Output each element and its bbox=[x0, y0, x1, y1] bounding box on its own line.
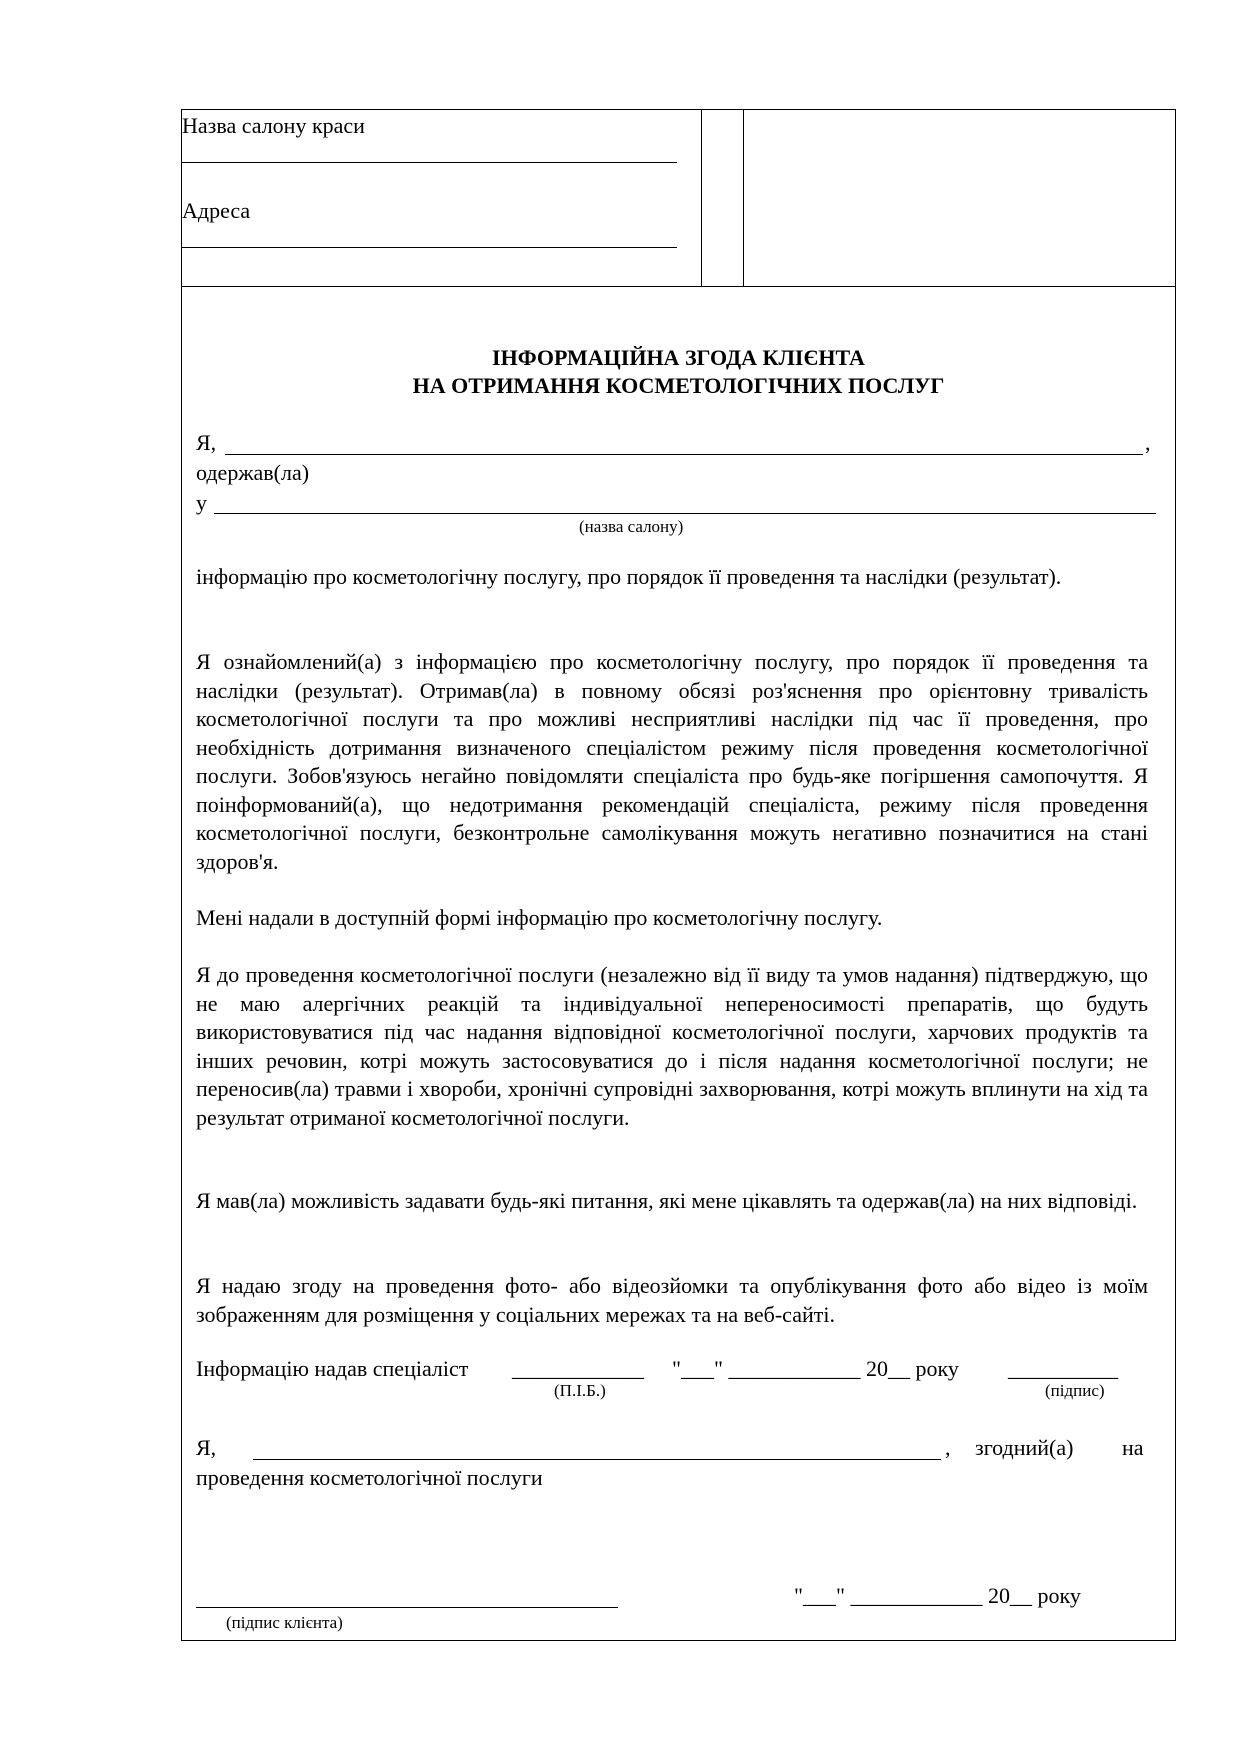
specialist-signature-field[interactable]: __________ bbox=[1008, 1356, 1118, 1381]
salon-field[interactable] bbox=[214, 513, 1156, 514]
salon-caption: (назва салону) bbox=[579, 517, 684, 536]
form-title: ІНФОРМАЦІЙНА ЗГОДА КЛІЄНТА bbox=[492, 345, 865, 370]
consent-na-label: на bbox=[1122, 1435, 1144, 1460]
form-subtitle: НА ОТРИМАННЯ КОСМЕТОЛОГІЧНИХ ПОСЛУГ bbox=[412, 373, 945, 398]
client-name-comma: , bbox=[1145, 430, 1151, 455]
client-signature-field[interactable] bbox=[196, 1607, 618, 1608]
salon-u-label: у bbox=[196, 490, 207, 515]
consent-comma: , bbox=[945, 1435, 951, 1460]
specialist-name-field[interactable]: ____________ bbox=[512, 1356, 644, 1381]
specialist-label: Інформацію надав спеціаліст bbox=[196, 1356, 469, 1381]
address-label: Адреса bbox=[182, 198, 251, 223]
salon-name-field[interactable] bbox=[182, 162, 677, 163]
paragraph-acknowledgement: Я ознайомлений(а) з інформацією про косметологічну послугу, про порядок її проведення та наслідки (результат). Отримав(ла) в повному обсязі роз'яснення про орієнтовну тривалість косметологічної послуги та про можливі несприятливі наслідки під час її проведення, про необхідність дотримання визначеного спеціалістом режиму після проведення косметологічної послуги. Зобов'язуюсь негайно повідомляти спеціаліста про будь-яке погіршення самопочуття. Я поінформований(а), що недотримання рекомендацій спеціаліста, режиму після проведення косметологічної послуги, безконтрольне самолікування можуть негативно позначитися на стані здоров'я. bbox=[196, 649, 1148, 874]
form-frame bbox=[181, 109, 1176, 1641]
form-header bbox=[182, 110, 1175, 287]
received-label: одержав(ла) bbox=[196, 460, 310, 485]
client-date-field[interactable]: "___" ____________ 20__ року bbox=[794, 1583, 1081, 1608]
paragraph-questions: Я мав(ла) можливість задавати будь-які питання, які мене цікавлять та одержав(ла) на них відповіді. bbox=[196, 1188, 1138, 1213]
pib-caption: (П.І.Б.) bbox=[554, 1381, 606, 1400]
paragraph-no-allergies: Я до проведення косметологічної послуги (незалежно від її виду та умов надання) підтверджую, що не маю алергічних реакцій та індивідуальної непереносимості препаратів, що будуть використовуватися під час надання відповідної косметологічної послуги, харчових продуктів та інших речовин, котрі можуть застосовуватися до і після надання косметологічної послуги; не переносив(ла) травми і хвороби, хронічні супровідні захворювання, котрі можуть вплинути на хід та результат отриманої косметологічної послуги. bbox=[196, 962, 1148, 1130]
client-name-field[interactable] bbox=[225, 454, 1143, 455]
signature-caption: (підпис) bbox=[1045, 1381, 1105, 1400]
consent-ya-label: Я, bbox=[196, 1435, 217, 1460]
paragraph-accessible-form: Мені надали в доступній формі інформацію про косметологічну послугу. bbox=[196, 905, 883, 930]
client-ya-label: Я, bbox=[196, 430, 217, 455]
address-field[interactable] bbox=[182, 247, 677, 248]
paragraph-photo-consent: Я надаю згоду на проведення фото- або відеозйомки та опублікування фото або відео із моїм зображенням для розміщення у соціальних мережах та на веб-сайті. bbox=[196, 1273, 1148, 1327]
consent-agree-label: згодний(а) bbox=[975, 1435, 1074, 1460]
header-divider bbox=[743, 110, 744, 286]
paragraph-info: інформацію про косметологічну послугу, про порядок її проведення та наслідки (результат). bbox=[196, 564, 1062, 589]
consent-line2: проведення косметологічної послуги bbox=[196, 1465, 543, 1490]
client-signature-caption: (підпис клієнта) bbox=[226, 1613, 343, 1632]
salon-name-label: Назва салону краси bbox=[182, 113, 365, 138]
specialist-date-field[interactable]: "___" ____________ 20__ року bbox=[672, 1356, 959, 1381]
consent-name-field[interactable] bbox=[253, 1459, 941, 1460]
header-divider bbox=[701, 110, 702, 286]
